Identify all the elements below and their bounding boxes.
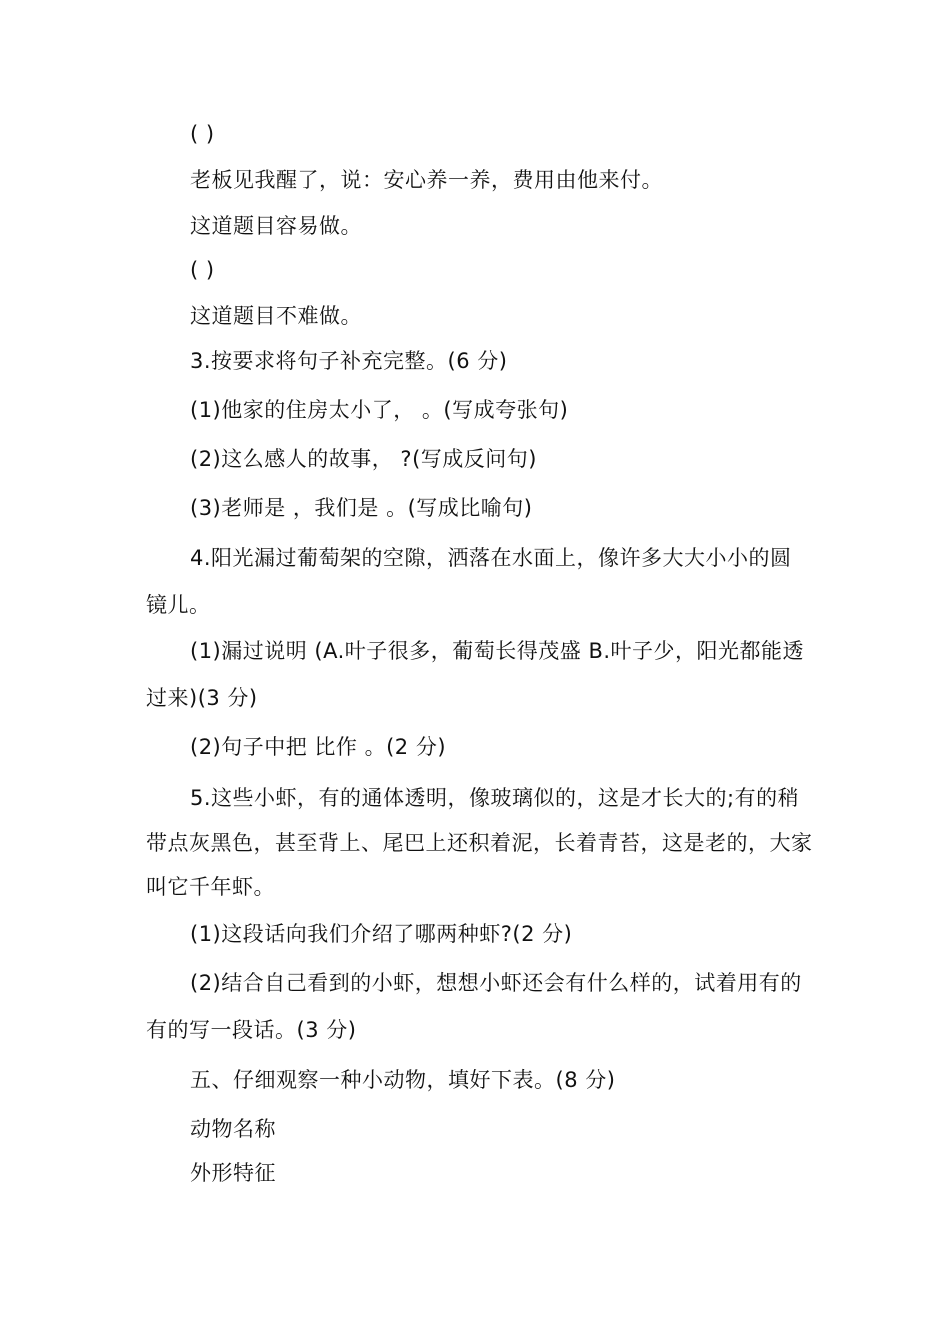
question-5-item-2-line-1: (2)结合自己看到的小虾，想想小虾还会有什么样的，试着用有的 [190, 971, 802, 995]
table-label-animal-name: 动物名称 [190, 1117, 276, 1141]
table-label-appearance: 外形特征 [190, 1161, 276, 1185]
blank-parentheses-2: ( ) [190, 258, 215, 282]
section-5-heading: 五、仔细观察一种小动物，填好下表。(8 分) [190, 1068, 616, 1092]
question-3-heading: 3.按要求将句子补充完整。(6 分) [190, 349, 508, 373]
question-5-text-line-2: 带点灰黑色，甚至背上、尾巴上还积着泥，长着青苔，这是老的，大家 [146, 831, 813, 855]
question-5-text-line-3: 叫它千年虾。 [146, 875, 275, 899]
sentence-boss: 老板见我醒了，说：安心养一养，费用由他来付。 [190, 168, 663, 192]
question-4-item-1-line-1: (1)漏过说明 (A.叶子很多，葡萄长得茂盛 B.叶子少，阳光都能透 [190, 639, 805, 663]
question-4-item-1-line-2: 过来)(3 分) [146, 686, 258, 710]
question-4-text-line-1: 4.阳光漏过葡萄架的空隙，洒落在水面上，像许多大大小小的圆 [190, 546, 792, 570]
question-3-item-2: (2)这么感人的故事， ?(写成反问句) [190, 447, 537, 471]
sentence-easy: 这道题目容易做。 [190, 214, 362, 238]
question-4-item-2: (2)句子中把 比作 。(2 分) [190, 735, 447, 759]
question-5-item-1: (1)这段话向我们介绍了哪两种虾?(2 分) [190, 922, 573, 946]
question-4-text-line-2: 镜儿。 [146, 593, 211, 617]
question-3-item-1: (1)他家的住房太小了， 。(写成夸张句) [190, 398, 569, 422]
question-5-text-line-1: 5.这些小虾，有的通体透明，像玻璃似的，这是才长大的;有的稍 [190, 786, 800, 810]
question-3-item-3: (3)老师是 ，我们是 。(写成比喻句) [190, 496, 533, 520]
blank-parentheses-1: ( ) [190, 122, 215, 146]
question-5-item-2-line-2: 有的写一段话。(3 分) [146, 1018, 357, 1042]
sentence-not-hard: 这道题目不难做。 [190, 304, 362, 328]
